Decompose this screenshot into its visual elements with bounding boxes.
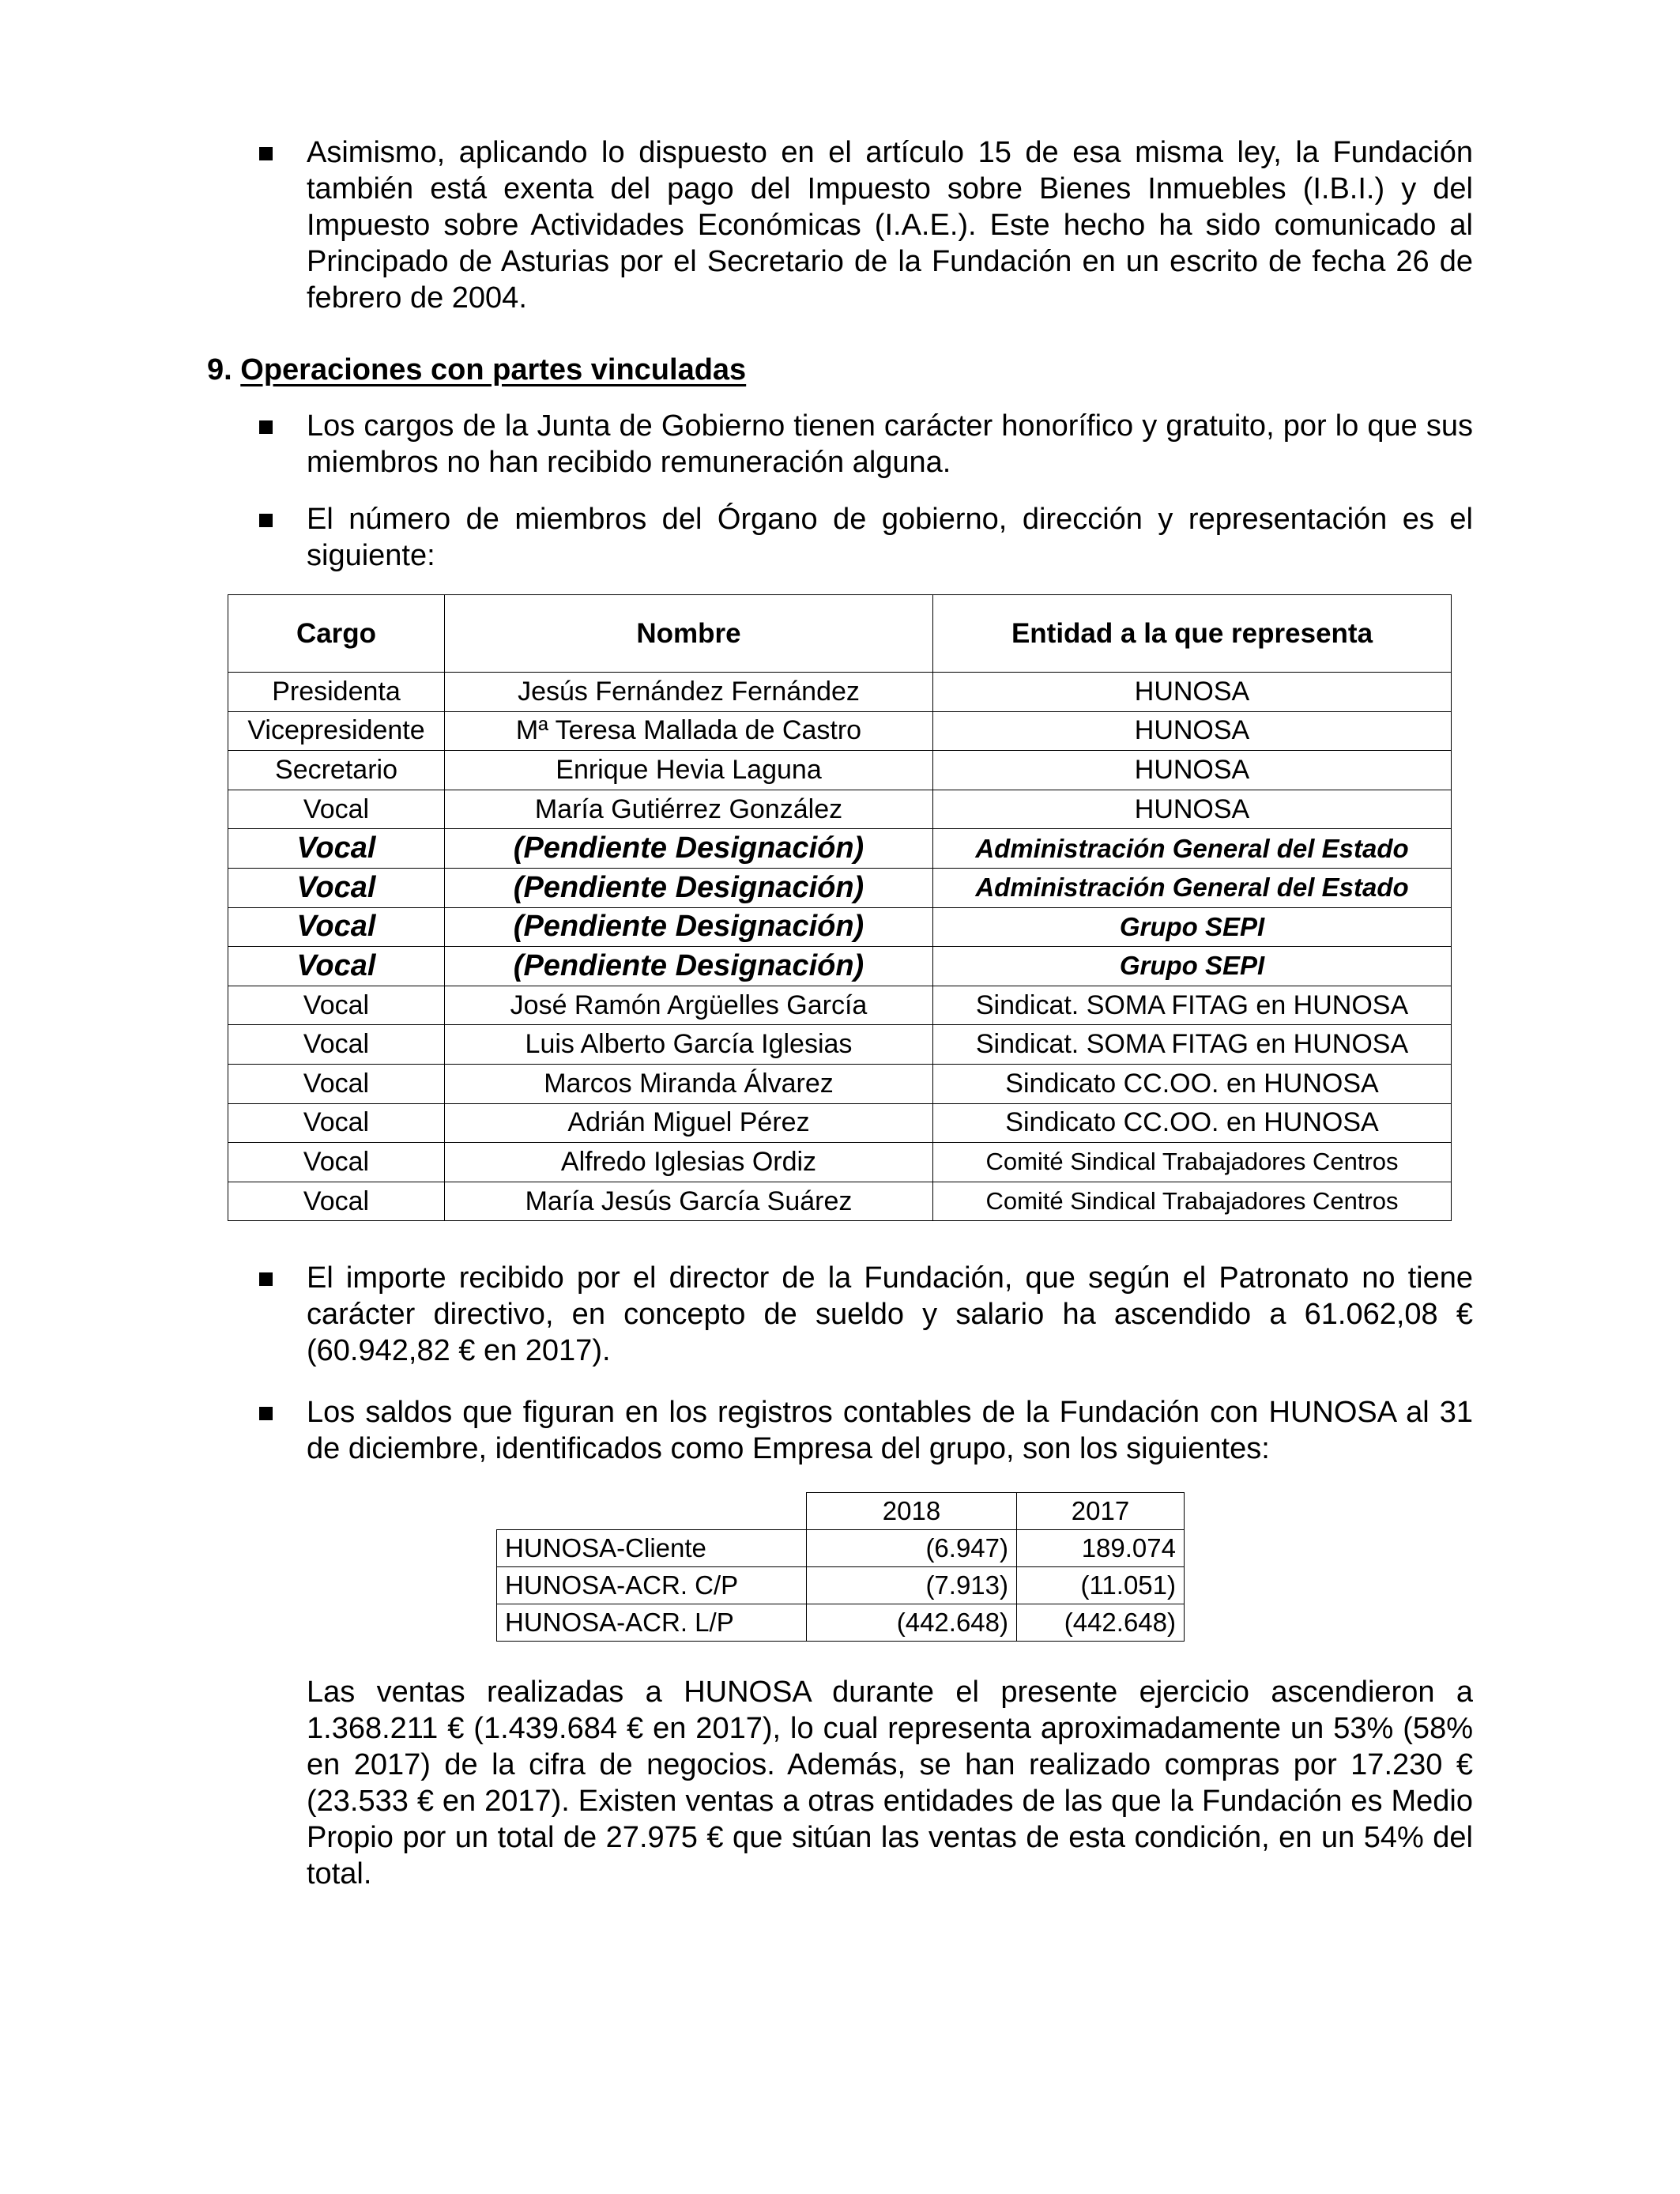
year-header: 2017 xyxy=(1017,1493,1185,1530)
cell-entidad: Grupo SEPI xyxy=(933,907,1452,947)
cell-entidad: HUNOSA xyxy=(933,673,1452,712)
table-row xyxy=(228,711,1452,751)
cell-nombre: Luis Alberto García Iglesias xyxy=(445,1025,933,1065)
balance-value-2017: (11.051) xyxy=(1017,1567,1185,1604)
cell-cargo: Secretario xyxy=(228,751,445,790)
bullet-square-icon xyxy=(259,1272,273,1286)
cell-entidad: HUNOSA xyxy=(933,711,1452,751)
intro-paragraph: Asimismo, aplicando lo dispuesto en el artículo 15 de esa misma ley, la Fundación también está exenta del pago del Impuesto sobre Bienes Inmuebles (I.B.I.) y del Impuesto sobre Actividades Económicas (I.A.E.). Este hecho ha sido comunicado al Principado de Asturias por el Secretario de la Fundación en un escrito de fecha 26 de febrero de 2004. xyxy=(307,136,1473,315)
table-row xyxy=(228,1025,1452,1065)
bullet-square-icon xyxy=(259,420,273,434)
balances-table xyxy=(496,1492,1185,1642)
cell-cargo: Vocal xyxy=(228,907,445,947)
cell-entidad: Sindicato CC.OO. en HUNOSA xyxy=(933,1103,1452,1143)
table-row xyxy=(228,986,1452,1025)
table-row xyxy=(228,673,1452,712)
table-row xyxy=(228,1064,1452,1103)
cell-entidad: Sindicato CC.OO. en HUNOSA xyxy=(933,1064,1452,1103)
cell-nombre: Enrique Hevia Laguna xyxy=(445,751,933,790)
cell-cargo: Presidenta xyxy=(228,673,445,712)
members-table xyxy=(228,594,1452,1221)
cell-nombre: María Jesús García Suárez xyxy=(445,1182,933,1221)
balance-value-2018: (7.913) xyxy=(807,1567,1017,1604)
year-header: 2018 xyxy=(807,1493,1017,1530)
cell-nombre: José Ramón Argüelles García xyxy=(445,986,933,1025)
table-row-pending xyxy=(228,907,1452,947)
section-number: 9. xyxy=(207,353,232,386)
balance-value-2017: 189.074 xyxy=(1017,1530,1185,1567)
bullet-square-icon xyxy=(259,147,273,160)
closing-paragraph: Las ventas realizadas a HUNOSA durante el presente ejercicio ascendieron a 1.368.211 € (1.439.684 € en 2017), lo cual representa aproximadamente un 53% (58% en 2017) de la cifra de negocios. Además, se han realizado compras por 17.230 € (23.533 € en 2017). Existen ventas a otras entidades de las que la Fundación es Medio Propio por un total de 27.975 € que sitúan las ventas de esta condición, en un 54% del total. xyxy=(307,1676,1473,1891)
cell-nombre: Marcos Miranda Álvarez xyxy=(445,1064,933,1103)
cell-cargo: Vocal xyxy=(228,1103,445,1143)
table-row xyxy=(228,751,1452,790)
cell-nombre: Jesús Fernández Fernández xyxy=(445,673,933,712)
bullet-paragraph-director: El importe recibido por el director de la Fundación, que según el Patronato no tiene carácter directivo, en concepto de sueldo y salario ha ascendido a 61.062,08 € (60.942,82 € en 2017). xyxy=(307,1261,1473,1367)
cell-entidad: HUNOSA xyxy=(933,751,1452,790)
table-row xyxy=(228,1103,1452,1143)
cell-nombre: Adrián Miguel Pérez xyxy=(445,1103,933,1143)
balance-label: HUNOSA-Cliente xyxy=(497,1530,807,1567)
table-row xyxy=(228,1182,1452,1221)
table-row xyxy=(497,1604,1185,1642)
balance-value-2018: (6.947) xyxy=(807,1530,1017,1567)
cell-entidad: Grupo SEPI xyxy=(933,947,1452,986)
balance-label: HUNOSA-ACR. L/P xyxy=(497,1604,807,1642)
cell-cargo: Vocal xyxy=(228,1064,445,1103)
bullet-paragraph-members: El número de miembros del Órgano de gobierno, dirección y representación es el siguiente: xyxy=(307,503,1473,572)
cell-cargo: Vocal xyxy=(228,868,445,907)
cell-entidad: Administración General del Estado xyxy=(933,868,1452,907)
bullet-paragraph-balances: Los saldos que figuran en los registros contables de la Fundación con HUNOSA al 31 de diciembre, identificados como Empresa del grupo, son los siguientes: xyxy=(307,1396,1473,1465)
balance-label: HUNOSA-ACR. C/P xyxy=(497,1567,807,1604)
bullet-square-icon xyxy=(259,1407,273,1420)
header-cargo: Cargo xyxy=(228,595,445,673)
cell-entidad: Sindicat. SOMA FITAG en HUNOSA xyxy=(933,1025,1452,1065)
table-row xyxy=(228,1143,1452,1182)
cell-entidad: Administración General del Estado xyxy=(933,829,1452,869)
cell-nombre: Alfredo Iglesias Ordiz xyxy=(445,1143,933,1182)
cell-cargo: Vocal xyxy=(228,1025,445,1065)
table-row-pending xyxy=(228,868,1452,907)
cell-cargo: Vocal xyxy=(228,790,445,829)
bullet-paragraph-remuneration: Los cargos de la Junta de Gobierno tienen carácter honorífico y gratuito, por lo que sus miembros no han recibido remuneración alguna. xyxy=(307,409,1473,479)
cell-entidad: Comité Sindical Trabajadores Centros xyxy=(933,1143,1452,1182)
cell-entidad: HUNOSA xyxy=(933,790,1452,829)
cell-cargo: Vocal xyxy=(228,1182,445,1221)
cell-cargo: Vocal xyxy=(228,1143,445,1182)
cell-cargo: Vocal xyxy=(228,986,445,1025)
cell-cargo: Vocal xyxy=(228,829,445,869)
table-row xyxy=(497,1530,1185,1567)
empty-corner-cell xyxy=(497,1493,807,1530)
section-heading xyxy=(207,352,746,388)
cell-nombre: (Pendiente Designación) xyxy=(445,947,933,986)
balance-value-2018: (442.648) xyxy=(807,1604,1017,1642)
cell-nombre: (Pendiente Designación) xyxy=(445,868,933,907)
balances-header-row xyxy=(497,1493,1185,1530)
header-nombre: Nombre xyxy=(445,595,933,673)
cell-nombre: (Pendiente Designación) xyxy=(445,907,933,947)
cell-nombre: María Gutiérrez González xyxy=(445,790,933,829)
bullet-square-icon xyxy=(259,514,273,527)
table-row xyxy=(228,790,1452,829)
section-title: Operaciones con partes vinculadas xyxy=(240,353,747,386)
cell-cargo: Vocal xyxy=(228,947,445,986)
table-header-row xyxy=(228,595,1452,673)
cell-nombre: (Pendiente Designación) xyxy=(445,829,933,869)
cell-nombre: Mª Teresa Mallada de Castro xyxy=(445,711,933,751)
table-row-pending xyxy=(228,947,1452,986)
balance-value-2017: (442.648) xyxy=(1017,1604,1185,1642)
table-row xyxy=(497,1567,1185,1604)
header-entidad: Entidad a la que representa xyxy=(933,595,1452,673)
cell-entidad: Comité Sindical Trabajadores Centros xyxy=(933,1182,1452,1221)
cell-entidad: Sindicat. SOMA FITAG en HUNOSA xyxy=(933,986,1452,1025)
cell-cargo: Vicepresidente xyxy=(228,711,445,751)
table-row-pending xyxy=(228,829,1452,869)
